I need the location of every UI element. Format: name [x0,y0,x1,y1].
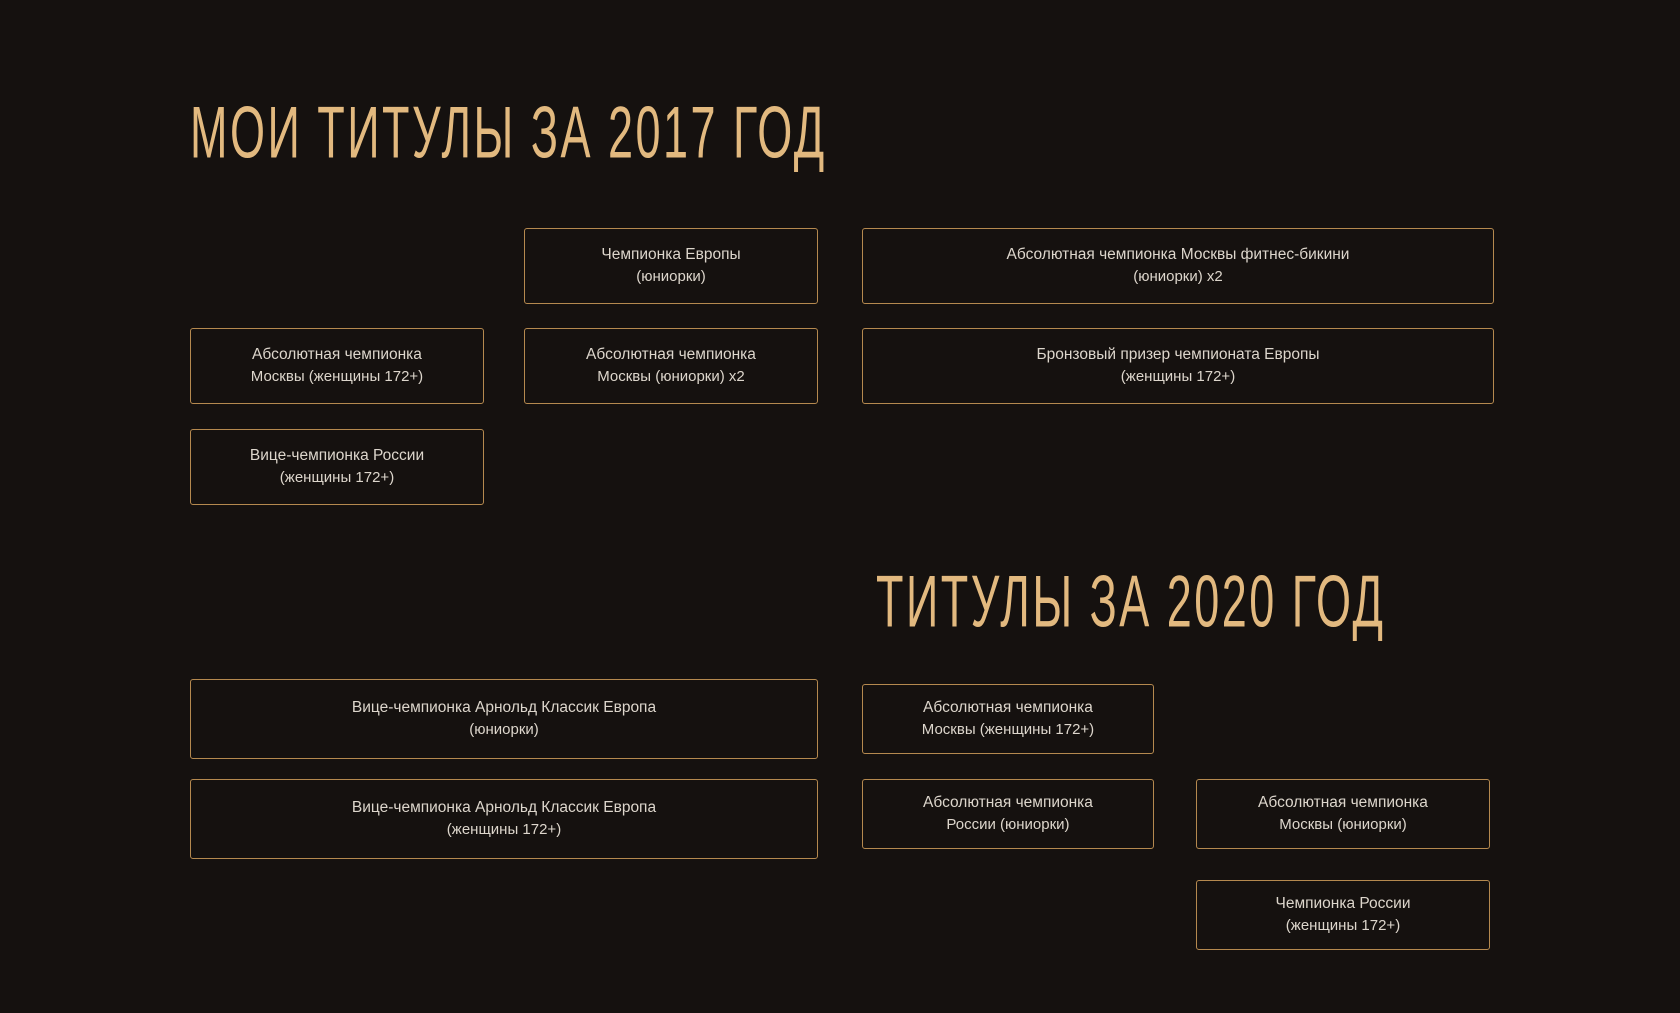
title-card-line1: Вице-чемпионка Арнольд Классик Европа [351,698,657,716]
title-card [190,679,818,759]
title-card-line2: (юниорки) x2 [1133,268,1223,286]
title-card-line1: Чемпионка Европы [601,245,741,263]
title-card [862,684,1154,754]
title-card-line1: Вице-чемпионка России [249,446,425,464]
title-card-line1: Бронзовый призер чемпионата Европы [1036,345,1320,363]
title-card-line2: (женщины 172+) [1120,368,1236,386]
section-heading-2020: ТИТУЛЫ ЗА 2020 ГОД [876,560,1386,643]
title-card-line1: Абсолютная чемпионка [923,698,1093,716]
title-card-line2: Москвы (женщины 172+) [250,368,424,386]
title-card-line1: Абсолютная чемпионка [1258,793,1428,811]
section-heading-2017: МОИ ТИТУЛЫ ЗА 2017 ГОД [190,91,827,174]
title-card-line2: (женщины 172+) [1285,917,1401,935]
title-card [862,228,1494,304]
title-card-line1: Абсолютная чемпионка [923,793,1093,811]
title-card-line1: Абсолютная чемпионка [252,345,422,363]
title-card-line2: Москвы (юниорки) x2 [597,368,745,386]
title-card-line2: (женщины 172+) [279,469,395,487]
title-card [862,779,1154,849]
title-card-line1: Вице-чемпионка Арнольд Классик Европа [351,798,657,816]
title-card-line2: (юниорки) [469,721,539,739]
title-card [1196,779,1490,849]
title-card [190,429,484,505]
title-card [190,779,818,859]
title-card-line2: (женщины 172+) [446,821,562,839]
title-card-line1: Абсолютная чемпионка Москвы фитнес-бикини [1006,245,1350,263]
title-card [524,328,818,404]
title-card-line1: Абсолютная чемпионка [586,345,756,363]
title-card-line1: Чемпионка России [1275,894,1411,912]
title-card-line2: России (юниорки) [946,816,1070,834]
title-card [862,328,1494,404]
title-card [190,328,484,404]
title-card-line2: Москвы (юниорки) [1279,816,1407,834]
title-card-line2: (юниорки) [636,268,706,286]
title-card-line2: Москвы (женщины 172+) [921,721,1095,739]
title-card [1196,880,1490,950]
title-card [524,228,818,304]
